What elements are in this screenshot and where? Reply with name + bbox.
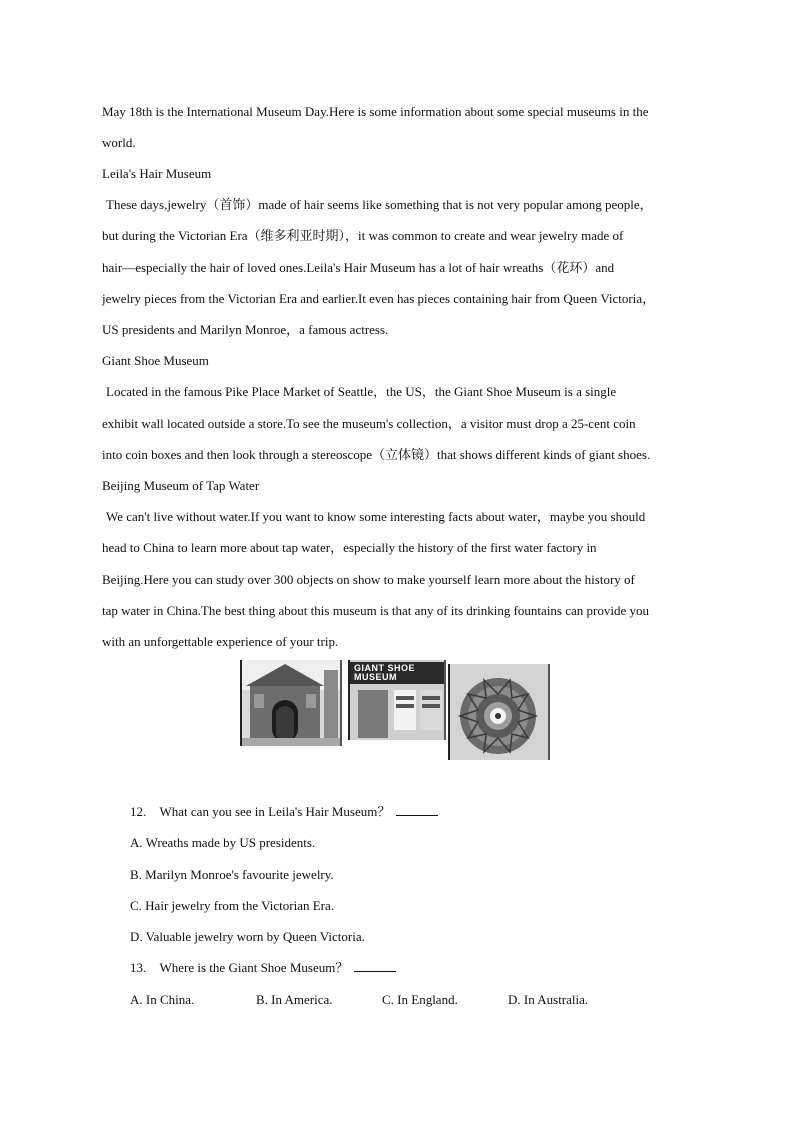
section-title-tap-water-museum: Beijing Museum of Tap Water <box>102 478 260 493</box>
paragraph-line: We can't live without water.If you want to know some interesting facts about water，maybe you should <box>106 509 646 524</box>
photo-giant-shoe-museum <box>348 660 446 740</box>
intro-line: May 18th is the International Museum Day.Here is some information about some special museums in the <box>102 104 649 119</box>
option-d[interactable] <box>508 991 588 1009</box>
question-text: Where is the Giant Shoe Museum？ <box>159 960 349 975</box>
paragraph-line: US presidents and Marilyn Monroe，a famous actress. <box>102 322 389 337</box>
question-13 <box>130 959 396 977</box>
paragraph-line: tap water in China.The best thing about this museum is that any of its drinking fountains can provide you <box>102 603 649 618</box>
option-letter: D. <box>130 929 143 944</box>
paragraph-line: exhibit wall located outside a store.To see the museum's collection，a visitor must drop a 25-cent coin <box>102 416 636 431</box>
option-text: In England. <box>397 992 458 1007</box>
option-a[interactable] <box>130 991 194 1009</box>
museum-building-image <box>242 660 340 746</box>
paragraph-line: hair—especially the hair of loved ones.Leila's Hair Museum has a lot of hair wreaths（花环）and <box>102 260 615 275</box>
photo-museum-building <box>240 660 342 746</box>
answer-blank[interactable] <box>396 803 438 816</box>
question-number: 12. <box>130 804 147 819</box>
option-d[interactable] <box>130 928 365 946</box>
option-letter: C. <box>382 992 394 1007</box>
paragraph-line: Located in the famous Pike Place Market of Seattle，the US，the Giant Shoe Museum is a single <box>106 384 617 399</box>
option-letter: D. <box>508 992 521 1007</box>
option-letter: B. <box>130 867 142 882</box>
paragraph-line: These days,jewelry（首饰）made of hair seems like something that is not very popular among people， <box>106 197 653 212</box>
option-text: Hair jewelry from the Victorian Era. <box>145 898 335 913</box>
option-text: In Australia. <box>523 992 589 1007</box>
paragraph-line: jewelry pieces from the Victorian Era and earlier.It even has pieces containing hair from Queen Victoria， <box>102 291 656 306</box>
paragraph-line: into coin boxes and then look through a stereoscope（立体镜）that shows different kinds of giant shoes. <box>102 447 651 462</box>
option-letter: C. <box>130 898 142 913</box>
giant-shoe-sign-text: GIANT SHOE MUSEUM <box>354 663 416 682</box>
option-c[interactable] <box>382 991 458 1009</box>
option-b[interactable] <box>130 866 334 884</box>
paragraph-line: but during the Victorian Era（维多利亚时期），it was common to create and wear jewelry made of <box>102 228 624 243</box>
answer-blank[interactable] <box>354 959 396 972</box>
option-text: Wreaths made by US presidents. <box>145 835 316 850</box>
option-a[interactable] <box>130 834 315 852</box>
intro-line: world. <box>102 135 136 150</box>
option-text: In America. <box>271 992 333 1007</box>
question-text: What can you see in Leila's Hair Museum？ <box>159 804 391 819</box>
option-text: In China. <box>145 992 195 1007</box>
question-number: 13. <box>130 960 147 975</box>
photo-hair-wreath <box>448 664 550 760</box>
option-letter: A. <box>130 835 143 850</box>
paragraph-line: head to China to learn more about tap water，especially the history of the first water factory in <box>102 540 597 555</box>
option-b[interactable] <box>256 991 333 1009</box>
hair-wreath-image <box>450 664 548 760</box>
section-title-hair-museum: Leila's Hair Museum <box>102 166 212 181</box>
section-title-shoe-museum: Giant Shoe Museum <box>102 353 209 368</box>
option-text: Valuable jewelry worn by Queen Victoria. <box>145 929 365 944</box>
option-letter: A. <box>130 992 143 1007</box>
option-text: Marilyn Monroe's favourite jewelry. <box>145 867 334 882</box>
option-c[interactable] <box>130 897 334 915</box>
museum-photos <box>240 658 552 763</box>
option-letter: B. <box>256 992 268 1007</box>
paragraph-line: Beijing.Here you can study over 300 objects on show to make yourself learn more about the history of <box>102 572 635 587</box>
paragraph-line: with an unforgettable experience of your trip. <box>102 634 339 649</box>
question-12 <box>130 803 438 821</box>
